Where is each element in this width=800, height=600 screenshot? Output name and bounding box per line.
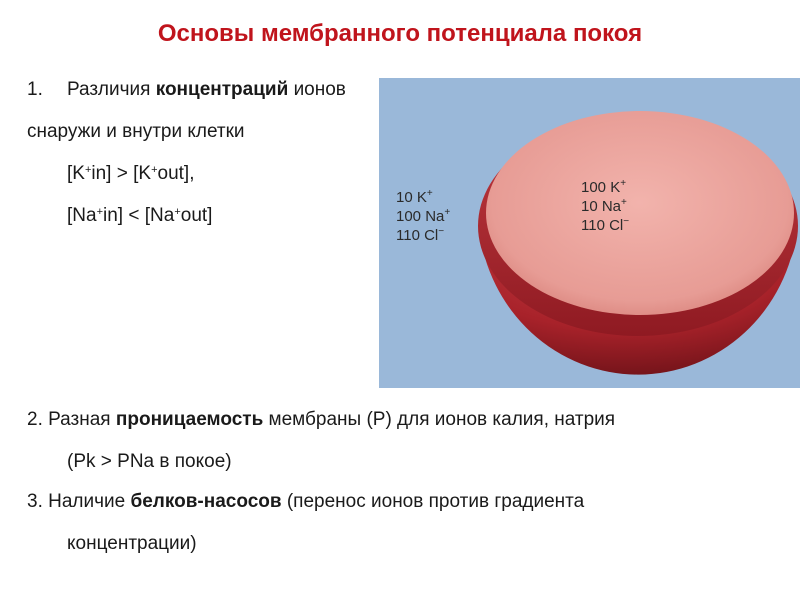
inside-k-label: 100 K+ xyxy=(581,178,627,196)
outside-na-label: 100 Na+ xyxy=(396,207,451,225)
item1-text-before: Различия xyxy=(67,79,151,100)
outside-k-label: 10 K+ xyxy=(396,188,433,206)
formula-k-close: out], xyxy=(157,163,195,184)
item2-number: 2. xyxy=(27,409,43,430)
formula-sodium xyxy=(67,204,212,228)
item1-number: 1. xyxy=(27,79,43,100)
formula-k-open: [K xyxy=(67,163,85,184)
formula-na-sup1: + xyxy=(96,206,104,218)
item3-text-after: (перенос ионов против градиента xyxy=(286,491,585,512)
cell-illustration xyxy=(379,78,800,388)
formula-k-mid: in] > [K xyxy=(91,163,152,184)
item2-text-after: мембраны (P) для ионов калия, натрия xyxy=(268,409,616,430)
inside-na-label: 10 Na+ xyxy=(581,197,627,215)
outside-cl-label: 110 Cl− xyxy=(396,226,445,244)
item1-line1 xyxy=(27,78,346,102)
item3-bold: белков-насосов xyxy=(130,491,282,512)
item2-line2: (Pk > PNa в покое) xyxy=(67,451,232,472)
item1-text-after: ионов xyxy=(293,79,346,100)
formula-k-sup2: + xyxy=(151,164,158,176)
cell-hemisphere-svg xyxy=(379,78,800,388)
formula-na-sup2: + xyxy=(174,206,181,218)
formula-k-sup1: + xyxy=(84,164,92,176)
item3-text-before: Наличие xyxy=(48,491,126,512)
formula-potassium xyxy=(67,162,194,186)
formula-na-close: out] xyxy=(180,205,213,226)
item2-line1 xyxy=(27,408,615,432)
item2-bold: проницаемость xyxy=(115,409,264,430)
item3-number: 3. xyxy=(27,491,43,512)
formula-na-mid: in] < [Na xyxy=(103,205,175,226)
item3-line2: концентрации) xyxy=(67,533,197,554)
item2-text-before: Разная xyxy=(48,409,111,430)
item3-line1 xyxy=(27,490,584,514)
inside-cl-label: 110 Cl− xyxy=(581,216,630,234)
item1-line2: снаружи и внутри клетки xyxy=(27,121,245,142)
hemisphere-top xyxy=(486,111,794,315)
item1-bold: концентраций xyxy=(155,79,289,100)
slide-title: Основы мембранного потенциала покоя xyxy=(157,20,643,47)
formula-na-open: [Na xyxy=(67,205,97,226)
